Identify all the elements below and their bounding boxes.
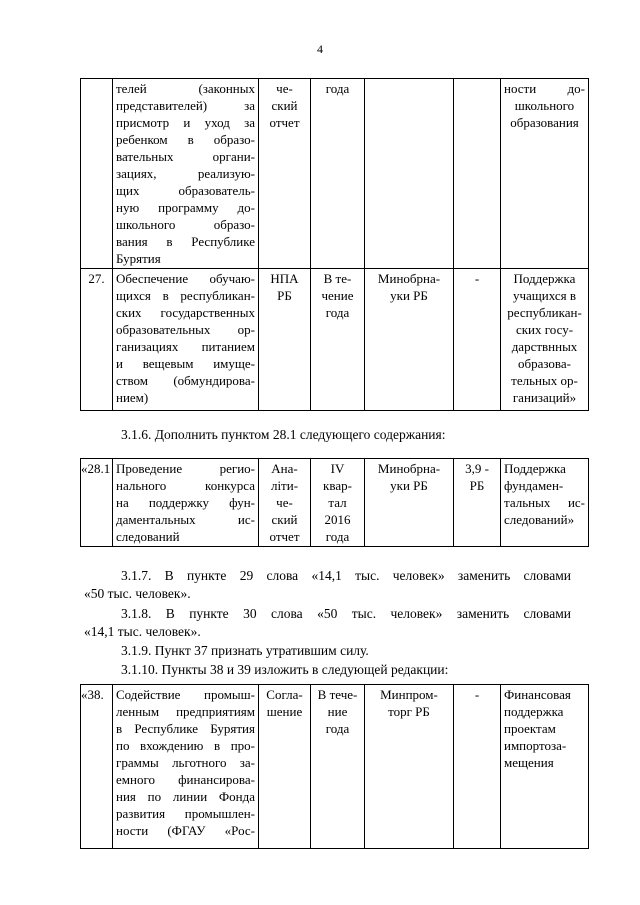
paragraph-3-1-7: 3.1.7. В пункте 29 слова «14,1 тыс. человек» заменить словами <box>121 568 571 583</box>
table-row <box>81 685 589 849</box>
cell-funding: 3,9 - РБ <box>454 459 501 547</box>
cell-executor: Минобрна- уки РБ <box>365 269 454 411</box>
cell-type: Согла- шение <box>259 685 311 849</box>
cell-result: Поддержка фундамен- тальных ис- следований» <box>501 459 589 547</box>
cell-term: года <box>311 79 365 269</box>
cell-funding <box>454 79 501 269</box>
cell-name: Содействие промыш- ленным предприятиям в Республике Бурятия по вхождению в про- граммы льготного за- емного финансирова- ния по линии Фонда развития промышлен- ности (ФГАУ «Рос- <box>113 685 259 849</box>
measures-table-continued <box>80 78 589 411</box>
cell-num <box>81 79 113 269</box>
cell-executor: Минобрна- уки РБ <box>365 459 454 547</box>
paragraph-3-1-8-cont: «14,1 тыс. человек». <box>84 624 201 639</box>
cell-num: «38. <box>81 685 113 849</box>
cell-executor: Минпром- торг РБ <box>365 685 454 849</box>
cell-name: Обеспечение обучаю- щихся в республикан- ских государственных образовательных ор- ганизациях питанием и вещевым имуще- ством (обмундирова- нием) <box>113 269 259 411</box>
measures-table-38 <box>80 684 589 849</box>
paragraph-3-1-6: 3.1.6. Дополнить пунктом 28.1 следующего содержания: <box>121 427 446 442</box>
cell-term: В те- чение года <box>311 269 365 411</box>
cell-funding: - <box>454 685 501 849</box>
table-row <box>81 79 589 269</box>
cell-num: «28.1 <box>81 459 113 547</box>
table-row <box>81 459 589 547</box>
cell-type: Ана- літи- че- ский отчет <box>259 459 311 547</box>
cell-term: В тече- ние года <box>311 685 365 849</box>
cell-name: телей (законных представителей) за присмотр и уход за ребенком в образо- вательных органи- зациях, реализую- щих образователь- ную программу до- школьного образо- вания в Республике Бурятия <box>113 79 259 269</box>
measures-table-28-1 <box>80 458 589 547</box>
paragraph-3-1-7-cont: «50 тыс. человек». <box>84 586 191 601</box>
cell-executor <box>365 79 454 269</box>
page-number: 4 <box>317 42 323 56</box>
cell-result: ности до- школьного образования <box>501 79 589 269</box>
cell-type: НПА РБ <box>259 269 311 411</box>
paragraph-3-1-10: 3.1.10. Пункты 38 и 39 изложить в следующей редакции: <box>121 662 449 677</box>
cell-funding: - <box>454 269 501 411</box>
cell-num: 27. <box>81 269 113 411</box>
cell-type: че- ский отчет <box>259 79 311 269</box>
cell-name: Проведение регио- нального конкурса на поддержку фун- даментальных ис- следований <box>113 459 259 547</box>
paragraph-3-1-9: 3.1.9. Пункт 37 признать утратившим силу. <box>121 643 369 658</box>
paragraph-3-1-8: 3.1.8. В пункте 30 слова «50 тыс. человек» заменить словами <box>121 606 571 621</box>
cell-term: IV квар- тал 2016 года <box>311 459 365 547</box>
table-row <box>81 269 589 411</box>
cell-result: Поддержка учащихся в республикан- ских госу- дарствнных образова- тельных ор- ганизаций» <box>501 269 589 411</box>
cell-result: Финансовая поддержка проектам импортоза- мещения <box>501 685 589 849</box>
